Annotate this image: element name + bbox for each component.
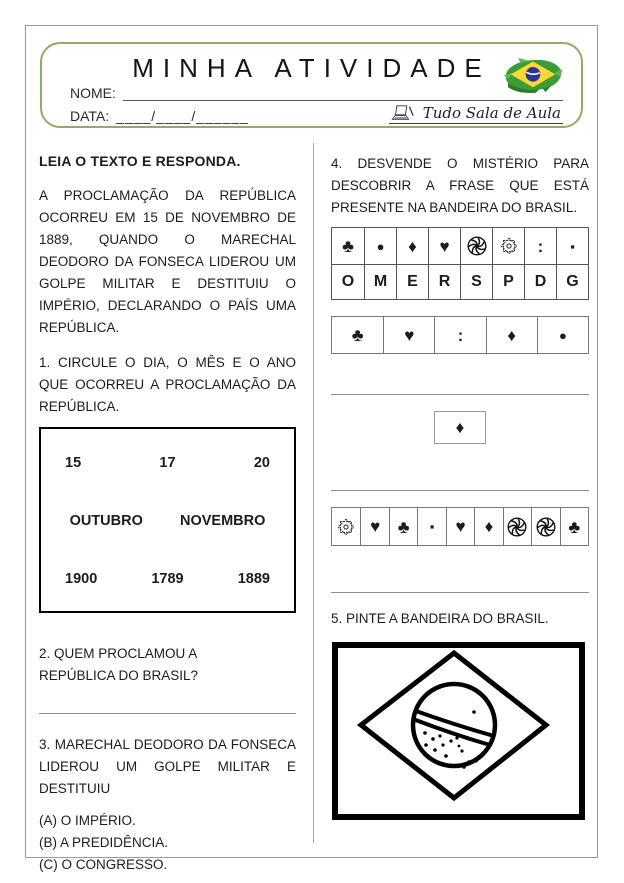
cipher-key-letter-cell: [524, 265, 556, 299]
cipher-key-symbol-cell: [332, 228, 364, 265]
cipher-key-letter: S: [471, 273, 482, 290]
q4-answer-line-2[interactable]: [331, 490, 589, 491]
header: [40, 42, 583, 128]
cipher-key-letter-cell: [428, 265, 460, 299]
logo-text: Tudo Sala de Aula: [422, 104, 561, 122]
brazil-flag-coloring-outline[interactable]: [331, 641, 586, 821]
colon-symbol-icon: :: [457, 325, 464, 345]
question-4-text: 4. DESVENDE O MISTÉRIO PARA DESCOBRIR A FRASE QUE ESTÁ PRESENTE NA BANDEIRA DO BRASIL.: [331, 156, 589, 215]
q1-days-row: [41, 455, 294, 471]
q1-option-day[interactable]: 15: [65, 455, 82, 471]
cipher-word-row-1: [331, 316, 589, 354]
date-label: DATA:: [70, 108, 110, 124]
pinwheel-symbol-icon: [506, 516, 528, 538]
club-symbol-icon: ♣: [351, 325, 364, 345]
cipher-puzzle-cell: [434, 317, 485, 353]
laptop-icon: [391, 104, 419, 122]
cipher-puzzle-cell: [531, 508, 559, 545]
star8-symbol-icon: [498, 235, 520, 257]
date-input-line[interactable]: ____/____/______: [116, 108, 249, 124]
q1-option-year[interactable]: 1889: [237, 571, 270, 587]
q1-option-day[interactable]: 20: [253, 455, 270, 471]
diamond-symbol-icon: ♦: [484, 517, 494, 536]
name-input-line[interactable]: [123, 86, 563, 101]
cipher-puzzle-cell: [474, 508, 502, 545]
q3-option-b[interactable]: (B) A PREDIDÊNCIA.: [39, 835, 169, 850]
diamond-symbol-icon: ♦: [408, 236, 417, 256]
cipher-puzzle-cell: [383, 317, 434, 353]
club-symbol-icon: ♣: [342, 236, 354, 256]
page-title: MINHA ATIVIDADE: [132, 53, 491, 83]
cipher-puzzle-cell: [332, 317, 383, 353]
cipher-word-row-2: [331, 411, 589, 444]
cipher-puzzle-cell: [446, 508, 474, 545]
cipher-key-letter: G: [566, 273, 579, 290]
cipher-key-symbol-cell: [524, 228, 556, 265]
q1-option-year[interactable]: 1900: [65, 571, 98, 587]
instruction-heading: LEIA O TEXTO E RESPONDA.: [39, 153, 241, 169]
club-symbol-icon: ♣: [397, 516, 410, 537]
cipher-word-row-3: [331, 507, 589, 546]
cipher-key-symbol-cell: [428, 228, 460, 265]
club-symbol-icon: ♣: [568, 516, 581, 537]
cipher-key-symbol-cell: [556, 228, 588, 265]
circle-symbol-icon: ●: [376, 238, 385, 254]
cipher-key-letter: E: [407, 273, 418, 290]
cipher-key-letter: D: [534, 273, 547, 290]
worksheet-body: [26, 141, 597, 872]
heart-symbol-icon: ♥: [404, 325, 415, 345]
tudo-sala-de-aula-logo: [389, 104, 563, 124]
q3-options: [39, 810, 296, 876]
colon-symbol-icon: :: [537, 236, 544, 256]
name-row: [70, 85, 563, 101]
q1-months-row: [41, 513, 294, 529]
q1-option-day[interactable]: 17: [159, 455, 176, 471]
cipher-key-letter-cell: [396, 265, 428, 299]
circle-symbol-icon: ●: [558, 327, 567, 343]
cipher-key-symbol-cell: [396, 228, 428, 265]
heart-symbol-icon: ♥: [455, 517, 466, 536]
cipher-key-letter-cell: [492, 265, 524, 299]
cipher-key-table: [331, 227, 589, 300]
question-3-text: 3. MARECHAL DEODORO DA FONSECA LIDEROU UM GOLPE MILITAR E DESTITUIU: [39, 737, 296, 796]
name-label: NOME:: [70, 85, 116, 101]
cipher-puzzle-cell: [389, 508, 417, 545]
q3-option-a[interactable]: (A) O IMPÉRIO.: [39, 813, 136, 828]
cipher-key-letter: P: [503, 273, 514, 290]
cipher-key-symbol-cell: [492, 228, 524, 265]
question-2-text: 2. QUEM PROCLAMOU A REPÚBLICA DO BRASIL?: [39, 646, 199, 683]
cipher-puzzle-cell: [560, 508, 588, 545]
brazil-flag-icon: [501, 51, 565, 97]
cipher-puzzle-cell: [417, 508, 445, 545]
cipher-key-letter-cell: [460, 265, 492, 299]
q4-answer-line-3[interactable]: [331, 592, 589, 593]
q1-option-month[interactable]: OUTUBRO: [69, 513, 143, 529]
square-symbol-icon: ▪: [429, 519, 435, 534]
diamond-symbol-icon: ♦: [507, 325, 517, 345]
square-symbol-icon: ▪: [570, 238, 575, 254]
q2-answer-line[interactable]: [39, 713, 296, 714]
cipher-puzzle-cell: [486, 317, 537, 353]
date-row: [70, 104, 563, 124]
q3-option-c[interactable]: (C) O CONGRESSO.: [39, 857, 168, 872]
page-border: [25, 25, 598, 872]
cipher-puzzle-cell: [503, 508, 531, 545]
left-column: [39, 153, 296, 876]
question-5-text: 5. PINTE A BANDEIRA DO BRASIL.: [331, 611, 549, 626]
column-divider: [313, 143, 314, 843]
cipher-key-letter: M: [373, 273, 388, 290]
q1-years-row: [41, 571, 294, 587]
cipher-key-symbol-cell: [364, 228, 396, 265]
q1-option-year[interactable]: 1789: [151, 571, 184, 587]
pinwheel-symbol-icon: [466, 235, 488, 257]
cipher-puzzle-cell: [360, 508, 388, 545]
cipher-single-cell: [434, 411, 486, 444]
cipher-key-letter: R: [438, 273, 451, 290]
cipher-key-letter-cell: [332, 265, 364, 299]
pinwheel-symbol-icon: [535, 516, 557, 538]
diamond-symbol-icon: ♦: [455, 418, 465, 437]
q1-option-month[interactable]: NOVEMBRO: [180, 513, 266, 529]
heart-symbol-icon: ♥: [370, 517, 381, 536]
cipher-key-letter: O: [341, 273, 355, 290]
cipher-key-letter-cell: [364, 265, 396, 299]
cipher-puzzle-cell: [332, 508, 360, 545]
right-column: [331, 153, 589, 821]
star8-symbol-icon: [335, 516, 357, 538]
heart-symbol-icon: ♥: [439, 236, 450, 256]
q4-answer-line-1[interactable]: [331, 394, 589, 395]
cipher-key-symbol-cell: [460, 228, 492, 265]
question-1-text: 1. CIRCULE O DIA, O MÊS E O ANO QUE OCORREU A PROCLAMAÇÃO DA REPÚBLICA.: [39, 355, 296, 414]
cipher-puzzle-cell: [537, 317, 588, 353]
q1-options-box: [39, 427, 296, 613]
cipher-key-letter-cell: [556, 265, 588, 299]
reading-text: A PROCLAMAÇÃO DA REPÚBLICA OCORREU EM 15 DE NOVEMBRO DE 1889, QUANDO O MARECHAL DEODORO DA FONSECA LIDEROU UM GOLPE MILITAR E DESTITUIU O IMPÉRIO, DECLARANDO O PAÍS UMA REPÚBLICA.: [39, 188, 296, 335]
